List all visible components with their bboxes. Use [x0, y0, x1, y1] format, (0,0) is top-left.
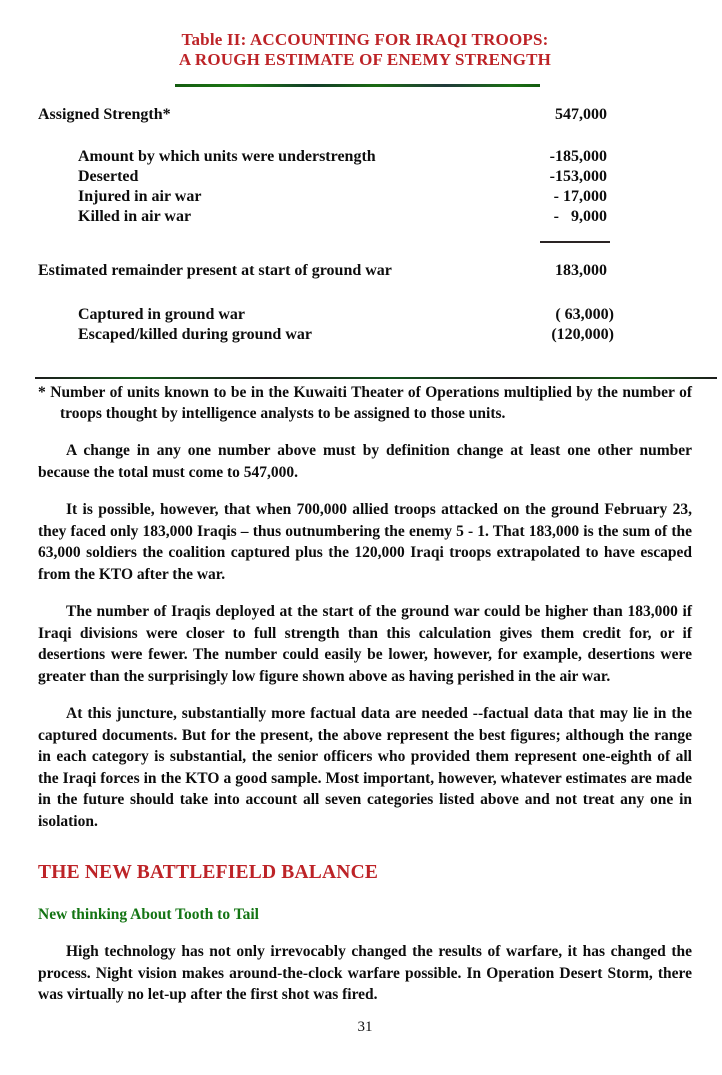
- row-label: Killed in air war: [78, 208, 192, 225]
- troop-accounting-table: [38, 105, 692, 345]
- table-row: [38, 187, 692, 207]
- row-value: -185,000: [549, 148, 607, 165]
- subtotal-rule: [540, 241, 610, 243]
- table-row: [38, 305, 692, 325]
- table-row: [38, 325, 692, 345]
- section-heading: THE NEW BATTLEFIELD BALANCE: [38, 862, 379, 883]
- row-value: (120,000): [551, 326, 614, 343]
- table-row: [38, 207, 692, 227]
- body-paragraph: The number of Iraqis deployed at the start of the ground war could be higher than 183,000 if Iraqi divisions were closer to full strength than this calculation gives them credit for, or if desertions were fewer. The number could easily be lower, however, for example, desertions were greater than the surprisingly low figure shown above as having perished in the air war.: [38, 603, 692, 685]
- body-paragraph: High technology has not only irrevocably changed the results of warfare, it has changed the process. Night vision makes around-the-clock warfare possible. In Operation Desert Storm, there was virtually no let-up after the first shot was fired.: [38, 943, 692, 1003]
- table-row: [38, 167, 692, 187]
- row-label: Amount by which units were understrength: [78, 148, 376, 165]
- footnote-divider-rule: [35, 377, 717, 379]
- row-value: - 17,000: [553, 188, 607, 205]
- table-title-line1: Table II: ACCOUNTING FOR IRAQI TROOPS:: [181, 30, 549, 49]
- row-label: Escaped/killed during ground war: [78, 326, 312, 343]
- row-label: Injured in air war: [78, 188, 202, 205]
- spacer: [38, 125, 692, 147]
- body-paragraph: It is possible, however, that when 700,000 allied troops attacked on the ground February 23, they faced only 183,000 Iraqis – thus outnumbering the enemy 5 - 1. That 183,000 is the sum of the 63,000 soldiers the coalition captured plus the 120,000 Iraqi troops extrapolated to have escaped from the KTO after the war.: [38, 501, 692, 583]
- row-label: Deserted: [78, 168, 139, 185]
- row-label: Captured in ground war: [78, 306, 245, 323]
- table-row: [38, 147, 692, 167]
- body-paragraph: A change in any one number above must by definition change at least one other number because the total must come to 547,000.: [38, 442, 692, 481]
- row-value: ( 63,000): [555, 306, 614, 323]
- spacer: [38, 281, 692, 305]
- row-label: Assigned Strength*: [38, 106, 171, 123]
- table-title: [38, 30, 692, 70]
- row-label: Estimated remainder present at start of ground war: [38, 262, 392, 279]
- table-title-line2: A ROUGH ESTIMATE OF ENEMY STRENGTH: [178, 50, 552, 69]
- page-number: 31: [357, 1018, 373, 1035]
- row-value: - 9,000: [553, 208, 607, 225]
- footnote: * Number of units known to be in the Kuwaiti Theater of Operations multiplied by the number of troops thought by intelligence analysts to be assigned to those units.: [38, 384, 692, 422]
- table-row: [38, 261, 692, 281]
- row-value: -153,000: [549, 168, 607, 185]
- row-value: 547,000: [555, 106, 607, 123]
- row-value: 183,000: [555, 262, 607, 279]
- table-row: [38, 105, 692, 125]
- title-divider-rule: [175, 84, 540, 87]
- section-subheading: New thinking About Tooth to Tail: [38, 906, 259, 923]
- body-paragraph: At this juncture, substantially more factual data are needed --factual data that may lie in the captured documents. But for the present, the above represent the best figures; although the range in each category is substantial, the senior officers who provided them represent one-eighth of all the Iraqi forces in the KTO a good sample. Most important, however, whatever estimates are made in the future should take into account all seven categories listed above and not treat any one in isolation.: [38, 705, 692, 830]
